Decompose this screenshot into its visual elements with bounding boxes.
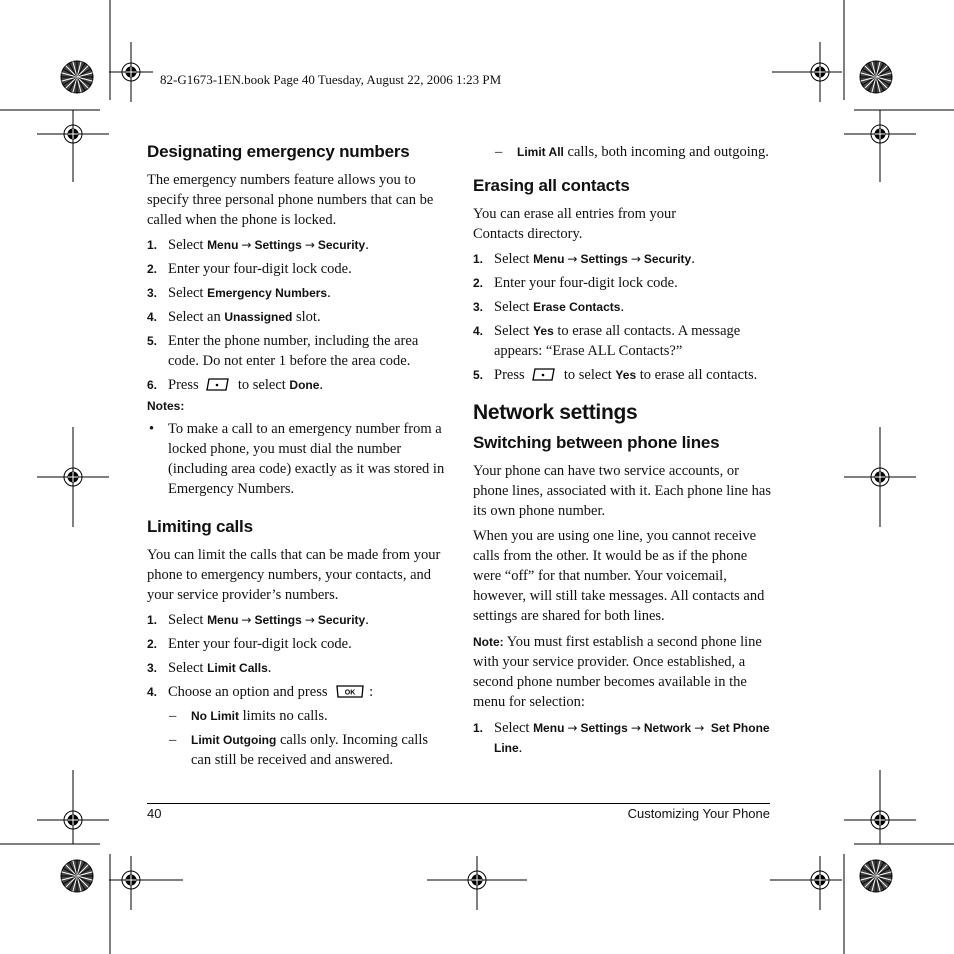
- dash-icon: –: [495, 144, 503, 160]
- notes-label: Notes:: [147, 399, 185, 413]
- emergency-step-4: [147, 307, 445, 327]
- heading-erasing: Erasing all contacts: [473, 176, 630, 195]
- limiting-step-1: [147, 610, 445, 630]
- step-text: Enter your four-digit lock code.: [494, 275, 678, 291]
- punctuation: .: [327, 285, 331, 301]
- select-key-icon: [532, 367, 556, 382]
- yes-label: Yes: [615, 368, 637, 382]
- limit-option-limit-all: [473, 142, 773, 162]
- step-text: to erase all contacts. A message appears: “Erase ALL Contacts?”: [494, 323, 741, 359]
- step-text: to select: [237, 377, 286, 393]
- step-number: 5.: [473, 368, 484, 382]
- security-label: Security: [317, 238, 366, 252]
- bullet-icon: •: [149, 421, 155, 437]
- erase-contacts-label: Erase Contacts: [533, 300, 621, 314]
- arrow-icon: →: [630, 721, 641, 735]
- footer-rule: [147, 803, 770, 804]
- ok-key-label: OK: [344, 689, 356, 697]
- starburst-mark: [860, 860, 892, 892]
- step-number: 2.: [147, 262, 158, 276]
- security-label: Security: [317, 613, 366, 627]
- erasing-step-4: [473, 321, 773, 361]
- note-text: You must first establish a second phone line with your service provider. Once established, a second phone number becomes available in the menu for selection:: [473, 634, 762, 710]
- right-column: [473, 142, 773, 762]
- dash-icon: –: [169, 732, 177, 748]
- note-label: Note:: [473, 635, 504, 649]
- page-number: 40: [147, 806, 162, 821]
- select-key-icon: [206, 377, 230, 392]
- limiting-step-2: [147, 634, 445, 654]
- step-number: 4.: [473, 324, 484, 338]
- erasing-step-5: [473, 365, 773, 385]
- step-text: Select: [168, 237, 204, 253]
- limit-calls-label: Limit Calls: [207, 661, 268, 675]
- settings-label: Settings: [580, 721, 628, 735]
- punctuation: .: [691, 251, 695, 267]
- emergency-step-6: [147, 375, 445, 395]
- starburst-mark: [860, 61, 892, 93]
- settings-label: Settings: [254, 613, 302, 627]
- arrow-icon: →: [567, 721, 578, 735]
- step-text: Choose an option and press: [168, 684, 328, 700]
- step-text: slot.: [296, 309, 321, 325]
- option-text: calls, both incoming and outgoing.: [567, 144, 769, 160]
- step-number: 3.: [147, 286, 158, 300]
- heading-emergency: Designating emergency numbers: [147, 142, 410, 161]
- set-phone-line-label: Set Phone Line: [494, 721, 770, 755]
- erasing-intro: You can erase all entries from your Contacts directory.: [473, 206, 677, 242]
- step-number: 3.: [147, 661, 158, 675]
- limit-all-label: Limit All: [517, 145, 564, 159]
- step-text: Select: [494, 720, 530, 736]
- heading-network-settings: Network settings: [473, 401, 638, 424]
- punctuation: .: [518, 740, 523, 756]
- arrow-icon: →: [630, 252, 641, 266]
- arrow-icon: →: [241, 613, 252, 627]
- arrow-icon: →: [241, 238, 252, 252]
- emergency-numbers-label: Emergency Numbers: [207, 286, 328, 300]
- limiting-intro: You can limit the calls that can be made from your phone to emergency numbers, your contacts, and your service provider’s numbers.: [147, 547, 441, 603]
- yes-label: Yes: [533, 324, 554, 338]
- dash-icon: –: [169, 708, 177, 724]
- settings-label: Settings: [254, 238, 302, 252]
- limit-option-no-limit: [147, 706, 445, 726]
- security-label: Security: [643, 252, 692, 266]
- note-item: [147, 419, 445, 499]
- book-header: 82-G1673-1EN.book Page 40 Tuesday, August 22, 2006 1:23 PM: [160, 72, 502, 87]
- emergency-step-2: [147, 259, 445, 279]
- step-text: Select: [494, 251, 530, 267]
- option-text: limits no calls.: [242, 708, 328, 724]
- step-text: Enter your four-digit lock code.: [168, 636, 352, 652]
- punctuation: .: [267, 660, 272, 676]
- step-text: Select an: [168, 309, 221, 325]
- step-text: to select: [563, 367, 612, 383]
- step-number: 1.: [147, 613, 158, 627]
- step-text: Select: [168, 660, 204, 676]
- arrow-icon: →: [304, 613, 315, 627]
- step-number: 3.: [473, 300, 484, 314]
- network-label: Network: [643, 721, 692, 735]
- step-text: Select: [168, 285, 204, 301]
- limiting-step-4: [147, 682, 445, 702]
- emergency-step-3: [147, 283, 445, 303]
- footer-section-title: Customizing Your Phone: [627, 806, 770, 821]
- step-text: Select: [494, 299, 530, 315]
- step-number: 2.: [473, 276, 484, 290]
- arrow-icon: →: [304, 238, 315, 252]
- step-number: 4.: [147, 310, 158, 324]
- punctuation: .: [365, 237, 369, 253]
- punctuation: :: [369, 684, 374, 700]
- menu-label: Menu: [533, 252, 565, 266]
- step-text: to erase all contacts.: [639, 367, 758, 383]
- step-number: 6.: [147, 378, 158, 392]
- step-number: 1.: [473, 721, 484, 735]
- punctuation: .: [365, 612, 369, 628]
- emergency-intro: The emergency numbers feature allows you to specify three personal phone numbers that can be called when the phone is locked.: [147, 172, 434, 228]
- unassigned-label: Unassigned: [224, 310, 293, 324]
- limit-outgoing-label: Limit Outgoing: [191, 733, 277, 747]
- no-limit-label: No Limit: [191, 709, 239, 723]
- menu-label: Menu: [207, 238, 239, 252]
- option-text: calls only. Incoming calls can still be received and answered.: [191, 732, 428, 768]
- step-number: 1.: [473, 252, 484, 266]
- limiting-step-3: [147, 658, 445, 678]
- network-note: [473, 632, 773, 712]
- step-number: 2.: [147, 637, 158, 651]
- erasing-step-2: [473, 273, 773, 293]
- arrow-icon: →: [694, 721, 705, 735]
- step-number: 5.: [147, 334, 158, 348]
- ok-key-icon: [335, 684, 365, 699]
- emergency-step-1: [147, 235, 445, 255]
- arrow-icon: →: [567, 252, 578, 266]
- network-paragraph-1: Your phone can have two service accounts, or phone lines, associated with it. Each phone line has its own phone number.: [473, 463, 771, 519]
- menu-label: Menu: [533, 721, 565, 735]
- step-text: Enter the phone number, including the area code. Do not enter 1 before the area code.: [168, 333, 419, 369]
- limit-option-limit-outgoing: [147, 730, 445, 770]
- step-text: Enter your four-digit lock code.: [168, 261, 352, 277]
- step-text: Select: [168, 612, 204, 628]
- note-text: To make a call to an emergency number from a locked phone, you must dial the number (including area code) exactly as it was stored in Emergency Numbers.: [168, 421, 445, 497]
- punctuation: .: [319, 377, 324, 393]
- network-step-1: [473, 718, 773, 758]
- settings-label: Settings: [580, 252, 628, 266]
- step-text: Select: [494, 323, 530, 339]
- erasing-step-3: [473, 297, 773, 317]
- step-text: Press: [168, 377, 199, 393]
- network-paragraph-2: When you are using one line, you cannot receive calls from the other. It would be as if the phone were “off” for that number. Your voicemail, however, will still take messages. All contacts and settings are shared for both lines.: [473, 528, 765, 624]
- step-number: 4.: [147, 685, 158, 699]
- starburst-mark: [61, 860, 93, 892]
- starburst-mark: [61, 61, 93, 93]
- heading-limiting: Limiting calls: [147, 517, 253, 536]
- heading-switching-lines: Switching between phone lines: [473, 433, 720, 452]
- done-label: Done: [289, 378, 320, 392]
- punctuation: .: [620, 299, 625, 315]
- erasing-step-1: [473, 249, 773, 269]
- menu-label: Menu: [207, 613, 239, 627]
- step-number: 1.: [147, 238, 158, 252]
- emergency-step-5: [147, 331, 445, 371]
- left-column: [147, 142, 445, 774]
- step-text: Press: [494, 367, 525, 383]
